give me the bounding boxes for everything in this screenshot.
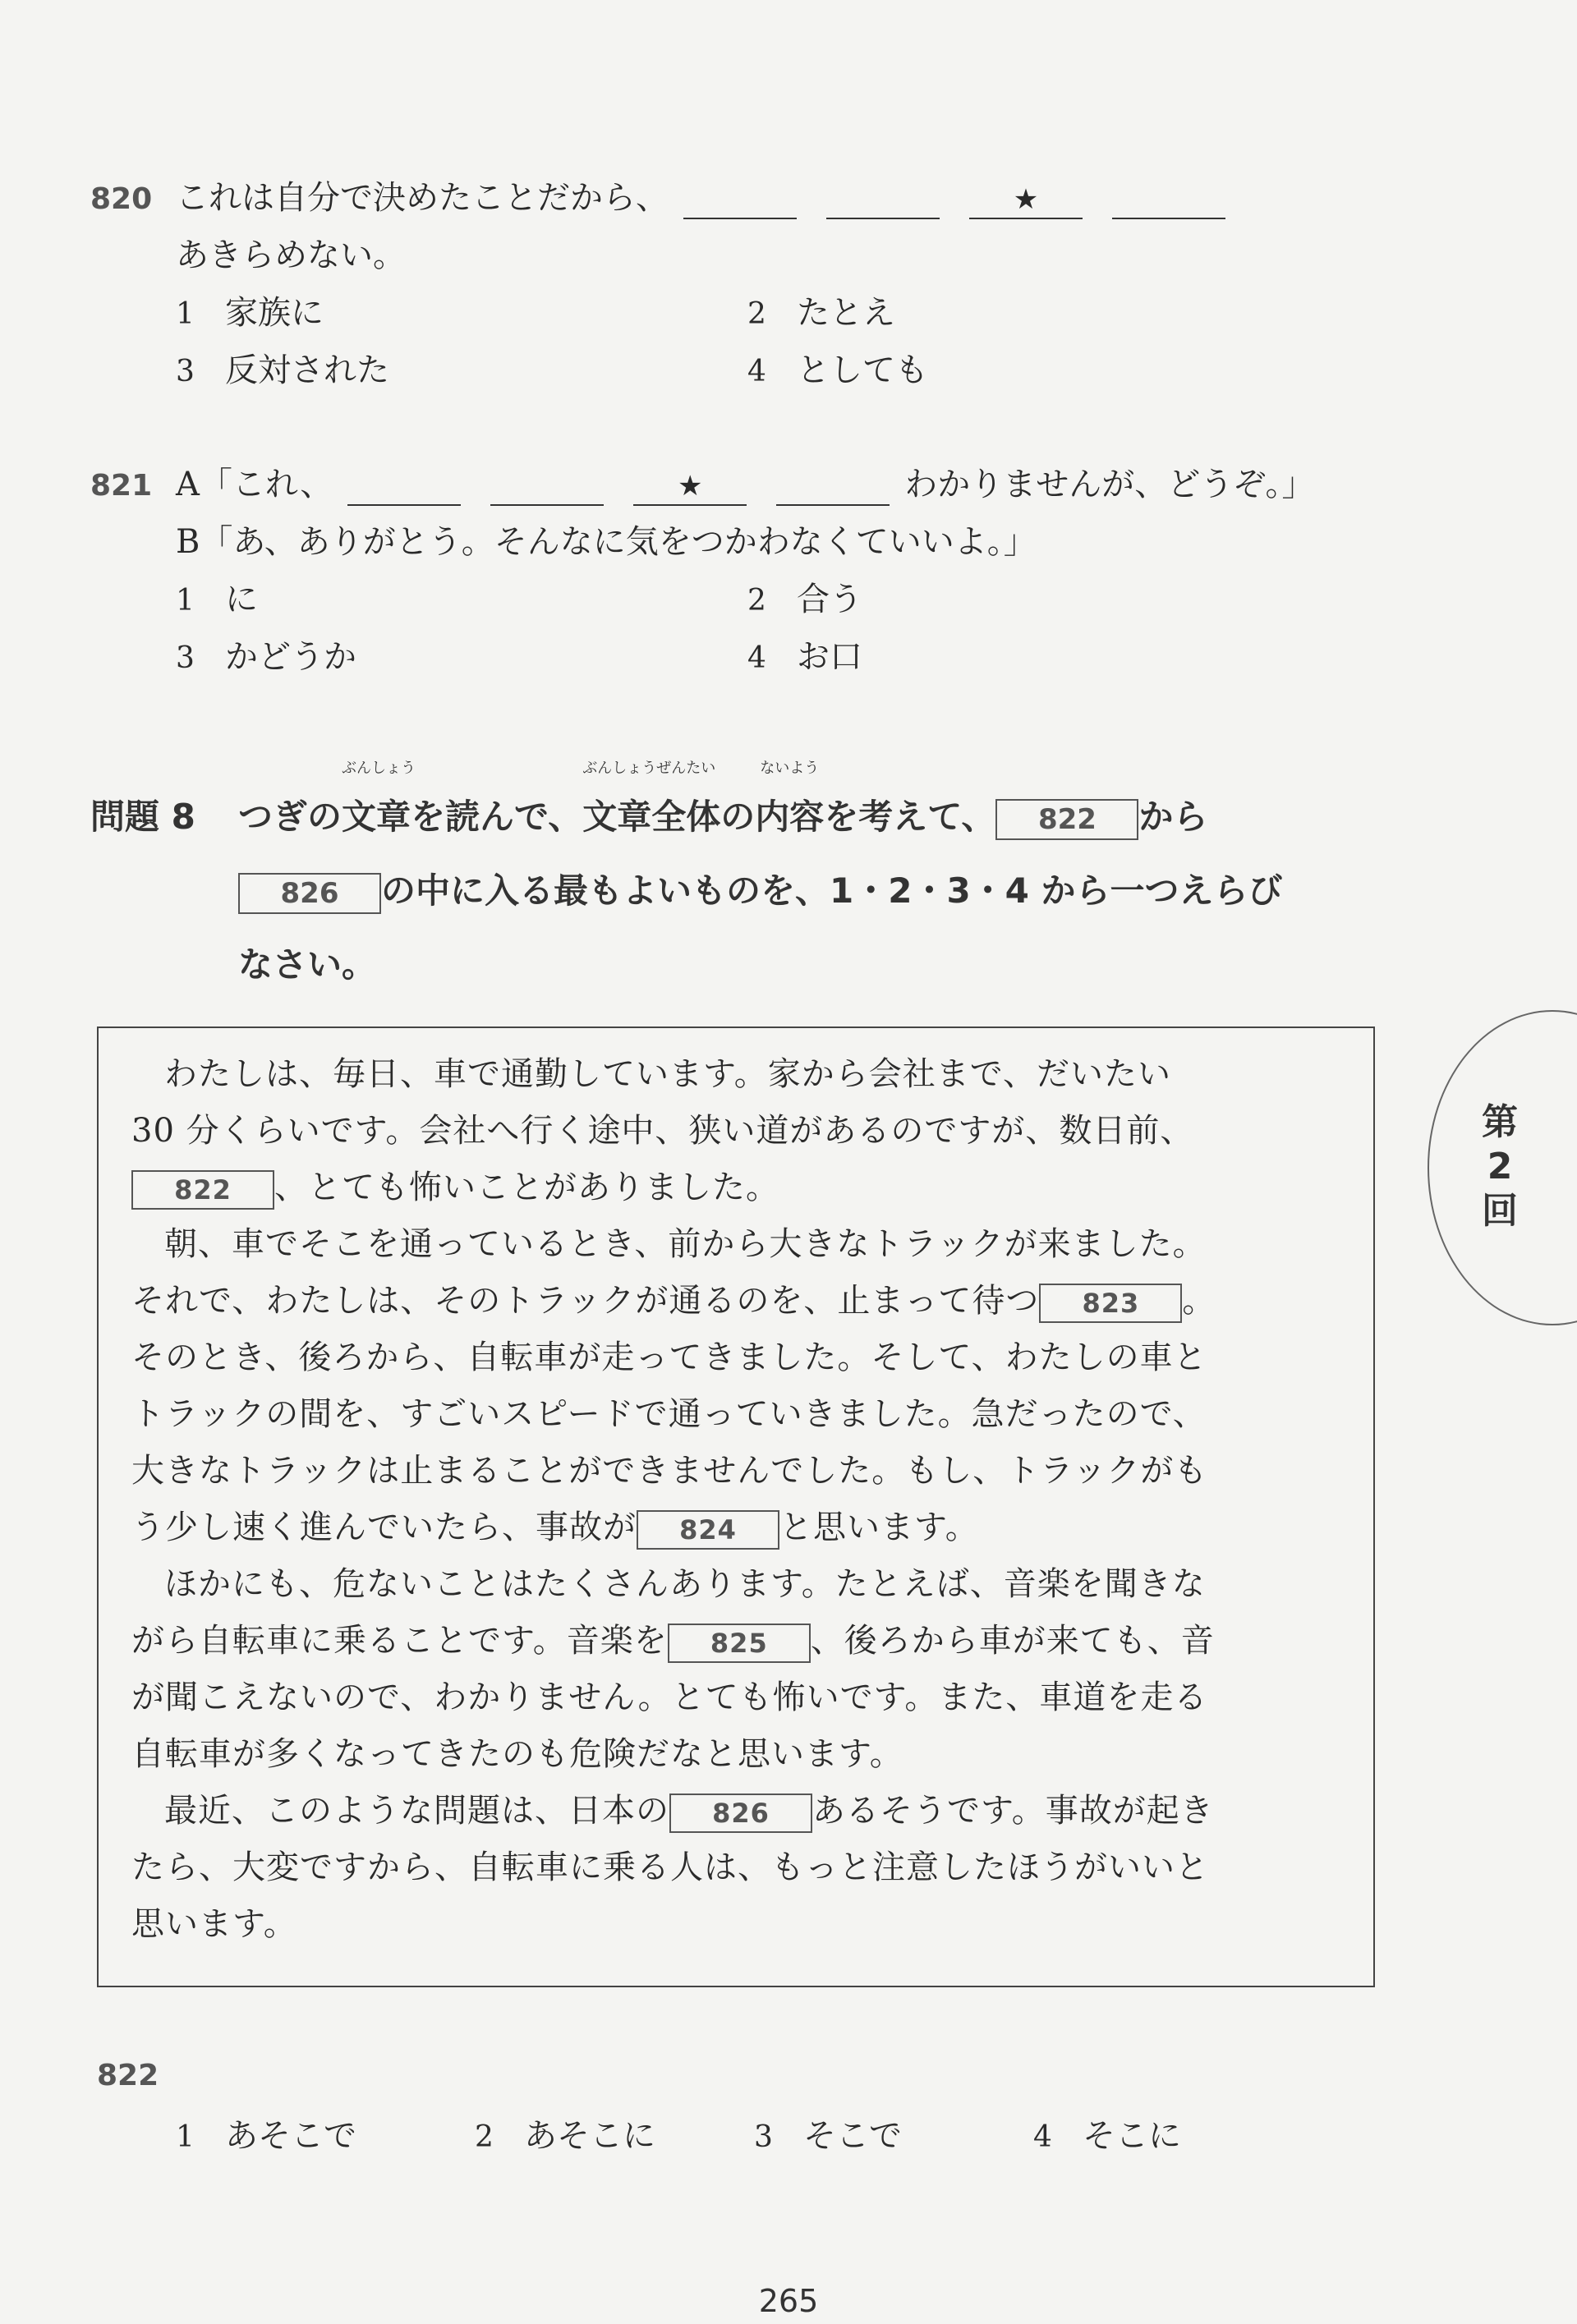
blank-box: 826 <box>238 873 381 914</box>
reading-passage <box>97 1027 1375 1987</box>
passage-line: 自転車が多くなってきたのも危険だなと思います。 <box>131 1735 903 1773</box>
option-3: 3 そこで <box>754 2117 902 2155</box>
star-blank: ★ <box>633 468 747 506</box>
ruby-word: ぶんしょう 文章 <box>342 760 416 837</box>
option-1: 1 に <box>176 581 258 618</box>
option-4: 4 としても <box>747 351 928 389</box>
option-1: 1 あそこで <box>176 2117 356 2155</box>
question-number: 821 <box>90 469 153 503</box>
passage-line: トラックの間を、すごいスピードで通っていきました。急だったので、 <box>131 1395 1207 1433</box>
question-number: 822 <box>97 2059 159 2092</box>
passage-line: たら、大変ですから、自転車に乗る人は、もっと注意したほうがいいと <box>131 1849 1209 1886</box>
chapter-tab-label: 第 2 回 <box>1482 1101 1518 1232</box>
question-text: わかりませんが、どうぞ。」 <box>904 466 1315 503</box>
dialogue-line-b: B「あ、ありがとう。そんなに気をつかわなくていいよ。」 <box>176 523 1037 561</box>
passage-line: 大きなトラックは止まることができませんでした。もし、トラックがも <box>131 1452 1208 1490</box>
question-text: これは自分で決めたことだから、 <box>176 179 669 217</box>
question-text-continued: あきらめない。 <box>176 237 406 274</box>
passage-line: 30 分くらいです。会社へ行く途中、狭い道があるのですが、数日前、 <box>131 1112 1194 1150</box>
ruby-word: ないよう 内容 <box>755 760 825 837</box>
blank-box-825: 825 <box>668 1624 811 1663</box>
passage-line: それで、わたしは、そのトラックが通るのを、止まって待つ 823 。 <box>131 1273 1340 1330</box>
star-blank: ★ <box>969 181 1083 219</box>
blank-box-824: 824 <box>637 1510 779 1550</box>
option-4: 4 お口 <box>747 638 862 676</box>
answer-blank <box>683 181 797 219</box>
question-number: 820 <box>90 182 153 216</box>
blank-box-823: 823 <box>1039 1284 1182 1323</box>
question-text: A「これ、 <box>176 466 333 503</box>
passage-line: ほかにも、危ないことはたくさんあります。たとえば、音楽を聞きな <box>164 1565 1206 1603</box>
passage-line: そのとき、後ろから、自転車が走ってきました。そして、わたしの車と <box>131 1339 1207 1376</box>
option-4: 4 そこに <box>1033 2117 1181 2155</box>
option-2: 2 たとえ <box>747 294 895 332</box>
blank-box: 822 <box>995 799 1138 840</box>
answer-blank <box>1112 181 1225 219</box>
question-821 <box>90 456 1372 686</box>
option-2: 2 合う <box>747 581 862 618</box>
blank-box-822: 822 <box>131 1170 274 1210</box>
passage-line: 思います。 <box>131 1905 297 1943</box>
option-1: 1 家族に <box>176 294 324 332</box>
blank-box-826: 826 <box>669 1794 812 1833</box>
option-3: 3 反対された <box>176 351 389 389</box>
passage-line: 最近、このような問題は、日本の 826 あるそうです。事故が起き <box>131 1783 1340 1839</box>
answer-blank <box>347 468 461 506</box>
options-list <box>90 571 1372 686</box>
instruction-text: なさい。 <box>238 944 377 985</box>
ruby-word: ぶんしょう 文章 <box>582 760 657 837</box>
passage-line: が聞こえないので、わかりません。とても怖いです。また、車道を走る <box>131 1679 1208 1716</box>
passage-line: がら自転車に乗ることです。音楽を 825 、後ろから車が来ても、音 <box>131 1613 1340 1670</box>
section-instructions: 問題 8 つぎの ぶんしょう 文章を読んで、 ぶんしょう 文章 ぜんたい 全体の ないよう 内容を考えて、 822 から 826 の中に入る最もよいものを、1・2・3・4 から一つえらび なさい。 <box>90 780 1388 1002</box>
page-number: 265 <box>758 2283 819 2319</box>
option-3: 3 かどうか <box>176 638 356 676</box>
passage-line: わたしは、毎日、車で通勤しています。家から会社まで、だいたい <box>164 1055 1171 1093</box>
option-2: 2 あそこに <box>475 2117 655 2155</box>
question-820 <box>90 169 1372 399</box>
ruby-word: ぜんたい 全体 <box>651 760 721 837</box>
answer-blank <box>776 468 890 506</box>
passage-line: う少し速く進んでいたら、事故が 824 と思います。 <box>131 1500 1340 1556</box>
options-list <box>90 284 1372 399</box>
passage-line: 朝、車でそこを通っているとき、前から大きなトラックが来ました。 <box>164 1225 1207 1263</box>
answer-blank <box>826 181 940 219</box>
question-822 <box>97 2053 1181 2156</box>
answer-blank <box>490 468 604 506</box>
passage-line: 822 、とても怖いことがありました。 <box>131 1160 1340 1216</box>
section-label: 問題 8 <box>90 797 195 837</box>
